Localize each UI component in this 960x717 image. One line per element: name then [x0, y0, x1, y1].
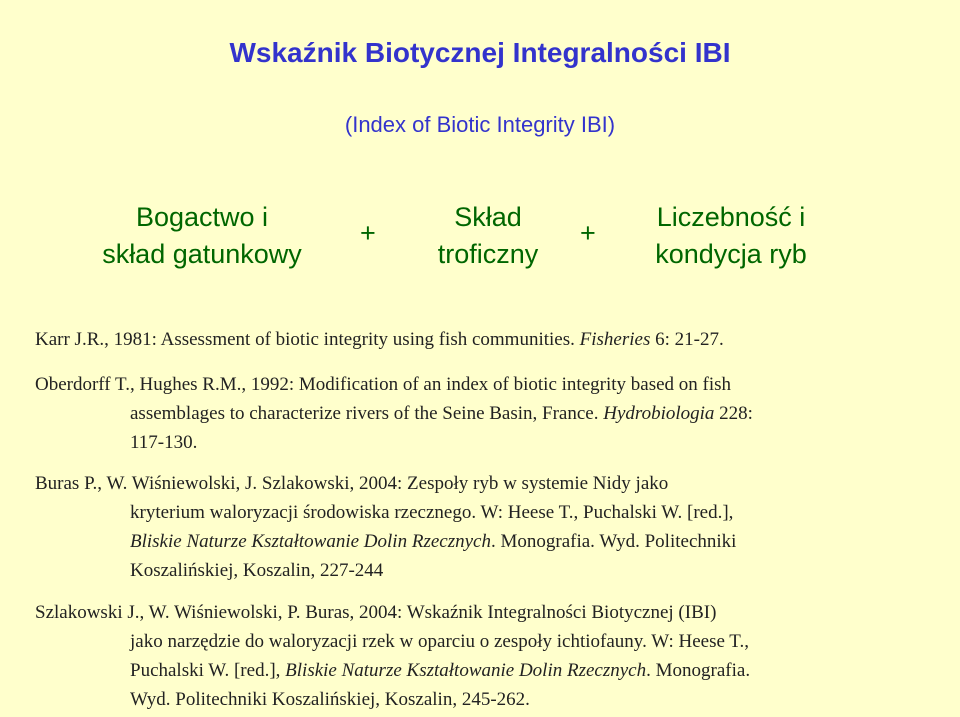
reference-line: Buras P., W. Wiśniewolski, J. Szlakowski, 2004: Zespoły ryb w systemie Nidy jako	[35, 473, 669, 494]
component-line: Bogactwo i	[135, 202, 269, 232]
slide-title: Wskaźnik Biotycznej Integralności IBI	[229, 37, 731, 68]
reference-line: 117-130.	[130, 432, 198, 453]
reference-buras	[35, 469, 935, 585]
component-species-richness	[62, 199, 342, 273]
book-title: Bliskie Naturze Kształtowanie Dolin Rzecznych	[285, 660, 647, 681]
component-line: Liczebność i	[656, 202, 806, 232]
reference-line	[35, 656, 935, 685]
component-line: troficzny	[437, 239, 539, 269]
reference-text: . Monografia.	[646, 660, 751, 681]
reference-text: Puchalski W. [red.],	[130, 660, 286, 681]
reference-text: . Monografia. Wyd. Politechniki	[490, 531, 737, 552]
component-trophic-composition	[400, 199, 576, 273]
journal-name: Fisheries	[579, 329, 651, 350]
reference-text: Karr J.R., 1981: Assessment of biotic integrity using fish communities.	[35, 329, 580, 350]
book-title: Bliskie Naturze Kształtowanie Dolin Rzecznych	[130, 531, 491, 552]
reference-text: assemblages to characterize rivers of the Seine Basin, France.	[130, 403, 604, 424]
reference-line	[35, 527, 935, 556]
reference-line	[35, 399, 935, 428]
reference-line: Koszalińskiej, Koszalin, 227-244	[130, 560, 384, 581]
reference-oberdorff	[35, 370, 935, 457]
plus-sign: +	[360, 218, 376, 248]
component-line: skład gatunkowy	[102, 239, 302, 269]
component-line: Skład	[454, 202, 522, 232]
reference-line	[35, 325, 935, 354]
component-abundance-condition	[620, 199, 842, 273]
slide-subtitle: (Index of Biotic Integrity IBI)	[344, 112, 616, 137]
reference-line: Wyd. Politechniki Koszalińskiej, Koszalin, 245-262.	[130, 689, 530, 710]
journal-name: Hydrobiologia	[603, 403, 715, 424]
reference-line: jako narzędzie do waloryzacji rzek w oparciu o zespoły ichtiofauny. W: Heese T.,	[130, 631, 750, 652]
reference-line: Oberdorff T., Hughes R.M., 1992: Modification of an index of biotic integrity based on fish	[35, 374, 732, 395]
component-line: kondycja ryb	[655, 239, 807, 269]
reference-szlakowski	[35, 598, 935, 714]
reference-text: 6: 21-27.	[650, 329, 724, 350]
reference-line: Szlakowski J., W. Wiśniewolski, P. Buras, 2004: Wskaźnik Integralności Biotycznej (IBI)	[35, 602, 717, 623]
reference-karr	[35, 325, 935, 354]
plus-sign: +	[580, 218, 596, 248]
reference-line: kryterium waloryzacji środowiska rzecznego. W: Heese T., Puchalski W. [red.],	[130, 502, 734, 523]
reference-text: 228:	[714, 403, 753, 424]
